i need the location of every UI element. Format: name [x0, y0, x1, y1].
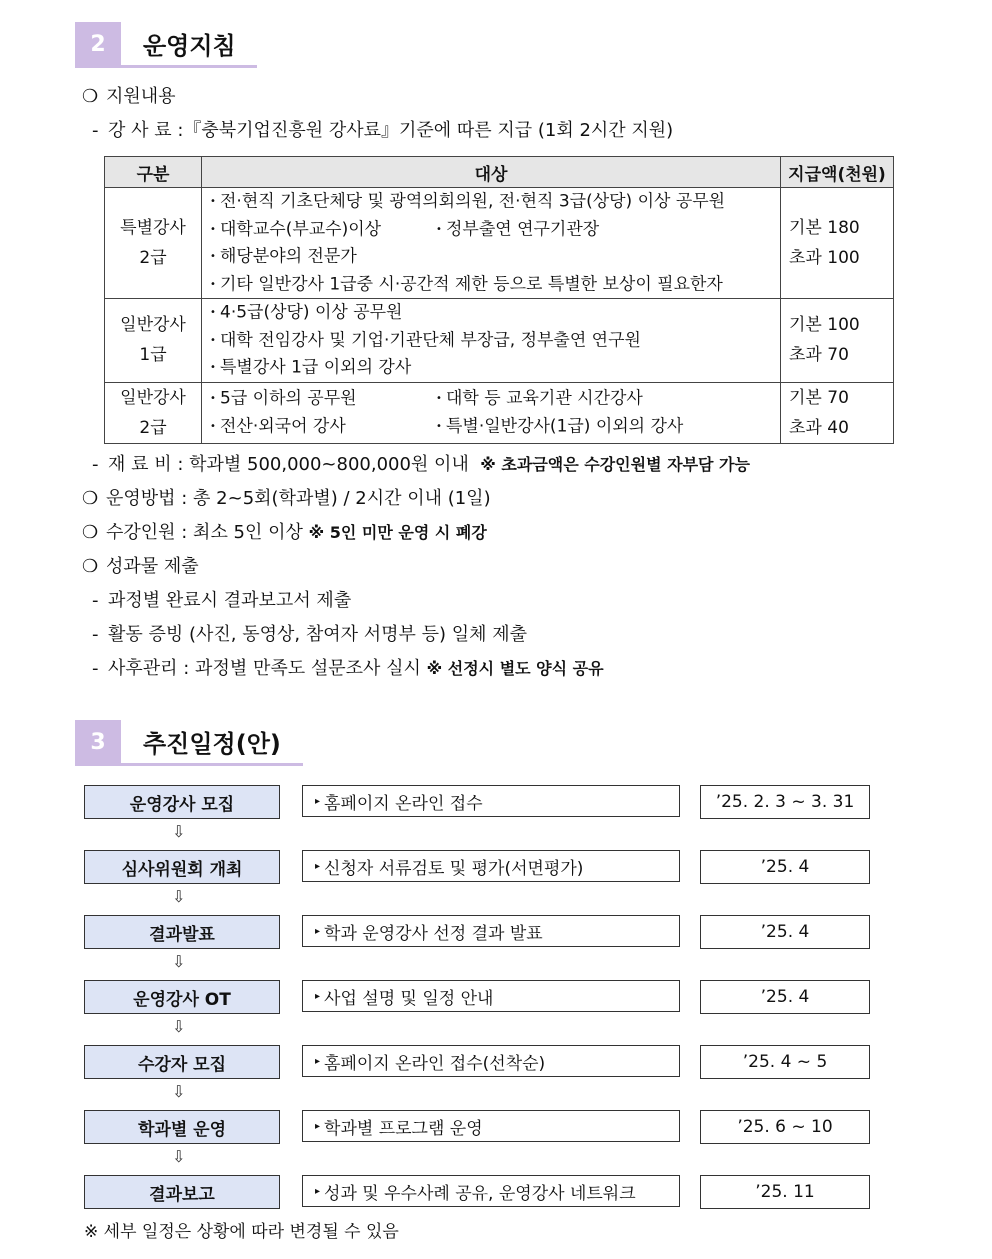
- support-heading: ❍ 지원내용: [82, 86, 176, 107]
- schedule-desc: ▸ 사업 설명 및 일정 안내: [302, 980, 680, 1012]
- schedule-date: ’25. 4: [700, 980, 870, 1014]
- down-arrow-icon: ⇩: [172, 1082, 186, 1101]
- category-cell: 일반강사 2급: [105, 382, 202, 443]
- target-cell: • 5급 이하의 공무원 • 대학 등 교육기관 시간강사 • 전산·외국어 강사 • 특별·일반강사(1급) 이외의 강사: [202, 382, 781, 443]
- schedule-date: ’25. 4: [700, 915, 870, 949]
- section-3-header: [75, 720, 303, 766]
- triangle-icon: ▸: [315, 925, 321, 937]
- schedule-date: ’25. 2. 3 ~ 3. 31: [700, 785, 870, 819]
- down-arrow-icon: ⇩: [172, 1147, 186, 1166]
- dash-icon: -: [92, 624, 99, 645]
- triangle-icon: ▸: [315, 1185, 321, 1197]
- amount-cell: 기본 100 초과 70: [781, 299, 894, 383]
- section-number: 2: [75, 22, 121, 66]
- table-header: 구분: [105, 157, 202, 188]
- material-line: - 재 료 비 : 학과별 500,000~800,000원 이내 ※ 초과금액은 수강인원별 자부담 가능: [82, 450, 750, 476]
- table-row: [105, 188, 894, 299]
- schedule-desc: ▸ 학과 운영강사 선정 결과 발표: [302, 915, 680, 947]
- amount-cell: 기본 70 초과 40: [781, 382, 894, 443]
- triangle-icon: ▸: [315, 795, 321, 807]
- schedule-stage: 운영강사 OT: [84, 980, 280, 1014]
- table-header: 지급액(천원): [781, 157, 894, 188]
- schedule-desc: ▸ 홈페이지 온라인 접수(선착순): [302, 1045, 680, 1077]
- down-arrow-icon: ⇩: [172, 822, 186, 841]
- section-underline: [75, 763, 303, 766]
- result-note: ※ 선정시 별도 양식 공유: [426, 659, 604, 678]
- result-heading: ❍ 성과물 제출: [82, 556, 199, 577]
- result-line-2: - 활동 증빙 (사진, 동영상, 참여자 서명부 등) 일체 제출: [82, 620, 527, 646]
- down-arrow-icon: ⇩: [172, 952, 186, 971]
- schedule-date: ’25. 6 ~ 10: [700, 1110, 870, 1144]
- schedule-date: ’25. 4: [700, 850, 870, 884]
- section-number: 3: [75, 720, 121, 764]
- result-line-1: - 과정별 완료시 결과보고서 제출: [82, 586, 351, 612]
- triangle-icon: ▸: [315, 1120, 321, 1132]
- result-line-3: - 사후관리 : 과정별 만족도 설문조사 실시 ※ 선정시 별도 양식 공유: [82, 654, 604, 680]
- schedule-row: [84, 1175, 870, 1209]
- schedule-date: ’25. 4 ~ 5: [700, 1045, 870, 1079]
- schedule-desc: ▸ 신청자 서류검토 및 평가(서면평가): [302, 850, 680, 882]
- schedule-row: [84, 785, 870, 819]
- section-title: 운영지침: [143, 32, 236, 60]
- table-header: 대상: [202, 157, 781, 188]
- circle-bullet-icon: ❍: [82, 522, 99, 543]
- target-cell: • 4·5급(상당) 이상 공무원 • 대학 전임강사 및 기업·기관단체 부장급, 정부출연 연구원 • 특별강사 1급 이외의 강사: [202, 299, 781, 383]
- schedule-stage: 수강자 모집: [84, 1045, 280, 1079]
- schedule-stage: 학과별 운영: [84, 1110, 280, 1144]
- circle-bullet-icon: ❍: [82, 86, 99, 107]
- circle-bullet-icon: ❍: [82, 556, 99, 577]
- method-line: ❍ 운영방법 : 총 2~5회(학과별) / 2시간 이내 (1일): [82, 488, 491, 509]
- schedule-desc: ▸ 학과별 프로그램 운영: [302, 1110, 680, 1142]
- dash-icon: -: [92, 658, 99, 679]
- amount-cell: 기본 180 초과 100: [781, 188, 894, 299]
- table-row: [105, 299, 894, 383]
- schedule-row: [84, 850, 870, 884]
- material-note: ※ 초과금액은 수강인원별 자부담 가능: [480, 455, 750, 474]
- triangle-icon: ▸: [315, 990, 321, 1002]
- schedule-desc: ▸ 홈페이지 온라인 접수: [302, 785, 680, 817]
- target-cell: • 전·현직 기초단체당 및 광역의회의원, 전·현직 3급(상당) 이상 공무원 • 대학교수(부교수)이상 • 정부출연 연구기관장 • 해당분야의 전문가 • 기타 일반강사 1급중 시·공간적 제한 등으로 특별한 보상이 필요한자: [202, 188, 781, 299]
- dash-icon: -: [92, 120, 99, 141]
- section-2-header: [75, 22, 257, 68]
- schedule-row: [84, 980, 870, 1014]
- footnote: ※ 세부 일정은 상황에 따라 변경될 수 있음: [84, 1222, 399, 1242]
- schedule-row: [84, 1110, 870, 1144]
- enroll-note: ※ 5인 미만 운영 시 폐강: [308, 523, 487, 542]
- fee-table: [104, 156, 894, 444]
- dash-icon: -: [92, 454, 99, 475]
- dash-icon: -: [92, 590, 99, 611]
- enroll-line: ❍ 수강인원 : 최소 5인 이상 ※ 5인 미만 운영 시 폐강: [82, 522, 487, 543]
- triangle-icon: ▸: [315, 860, 321, 872]
- section-underline: [75, 65, 257, 68]
- schedule-row: [84, 1045, 870, 1079]
- fee-line: - 강 사 료 :『충북기업진흥원 강사료』기준에 따른 지급 (1회 2시간 지원): [82, 116, 673, 142]
- down-arrow-icon: ⇩: [172, 1017, 186, 1036]
- table-header-row: [105, 157, 894, 188]
- category-cell: 일반강사 1급: [105, 299, 202, 383]
- schedule-desc: ▸ 성과 및 우수사례 공유, 운영강사 네트워크: [302, 1175, 680, 1207]
- schedule-stage: 결과발표: [84, 915, 280, 949]
- triangle-icon: ▸: [315, 1055, 321, 1067]
- schedule-stage: 결과보고: [84, 1175, 280, 1209]
- schedule-row: [84, 915, 870, 949]
- circle-bullet-icon: ❍: [82, 488, 99, 509]
- section-title: 추진일정(안): [143, 730, 281, 758]
- schedule-stage: 운영강사 모집: [84, 785, 280, 819]
- category-cell: 특별강사 2급: [105, 188, 202, 299]
- schedule-date: ’25. 11: [700, 1175, 870, 1209]
- schedule-stage: 심사위원회 개최: [84, 850, 280, 884]
- table-row: [105, 382, 894, 443]
- down-arrow-icon: ⇩: [172, 887, 186, 906]
